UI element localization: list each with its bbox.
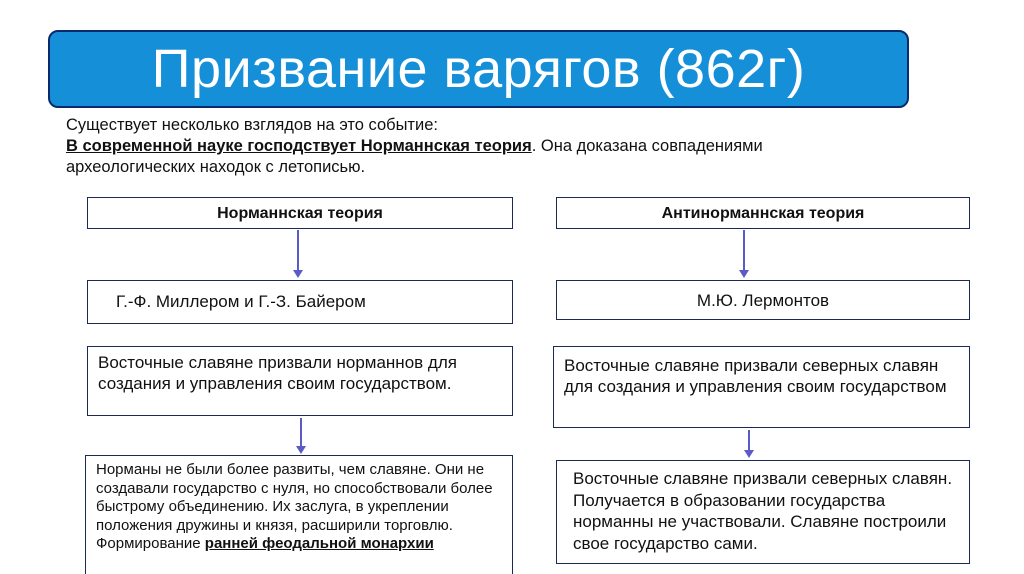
norman-footer-prefix: Формирование bbox=[96, 535, 205, 552]
norman-authors-box bbox=[87, 280, 513, 324]
anti-norman-details-box bbox=[556, 460, 970, 564]
norman-arrow-1 bbox=[297, 230, 299, 272]
norman-authors: Г.-Ф. Миллером и Г.-З. Байером bbox=[116, 292, 366, 311]
norman-theory-header bbox=[87, 197, 513, 229]
anti-norman-details: Восточные славяне призвали северных славян. Получается в образовании государства норманны не участвовали. Славяне построили свое государство сами. bbox=[573, 469, 953, 553]
norman-details: Норманы не были более развиты, чем славяне. Они не создавали государство с нуля, но способствовали более быстрому объединению. Их заслуга, в укреплении положения дружины и князя, расширили торговлю. bbox=[96, 461, 493, 534]
norman-theory-header-label: Норманнская теория bbox=[217, 204, 383, 222]
norman-claim: Восточные славяне призвали норманнов для создания и управления своим государством. bbox=[98, 353, 457, 393]
anti-norman-theory-header bbox=[556, 197, 970, 229]
intro-emphasis: В современной науке господствует Норманнская теория bbox=[66, 137, 532, 155]
anti-norman-author-box bbox=[556, 280, 970, 320]
intro-line-2-rest: . Она доказана совпадениями bbox=[531, 137, 763, 155]
intro-line-1: Существует несколько взглядов на это событие: bbox=[66, 116, 438, 134]
anti-norman-theory-header-label: Антинорманнская теория bbox=[661, 204, 865, 222]
norman-footer bbox=[96, 535, 434, 552]
anti-norman-claim-box bbox=[553, 346, 970, 428]
norman-details-box bbox=[85, 455, 513, 574]
anti-norman-arrow-1 bbox=[743, 230, 745, 272]
anti-norman-arrow-2 bbox=[748, 430, 750, 452]
anti-norman-author: М.Ю. Лермонтов bbox=[696, 290, 830, 310]
norman-claim-box bbox=[87, 346, 513, 416]
intro-text bbox=[66, 115, 866, 178]
intro-line-2 bbox=[66, 136, 866, 157]
norman-arrow-2 bbox=[300, 418, 302, 448]
intro-line-3: археологических находок с летописью. bbox=[66, 158, 366, 176]
norman-footer-emphasis: ранней феодальной монархии bbox=[204, 535, 434, 552]
page-title: Призвание варягов (862г) bbox=[151, 39, 806, 99]
anti-norman-claim: Восточные славяне призвали северных славян для создания и управления своим государством bbox=[564, 356, 947, 396]
